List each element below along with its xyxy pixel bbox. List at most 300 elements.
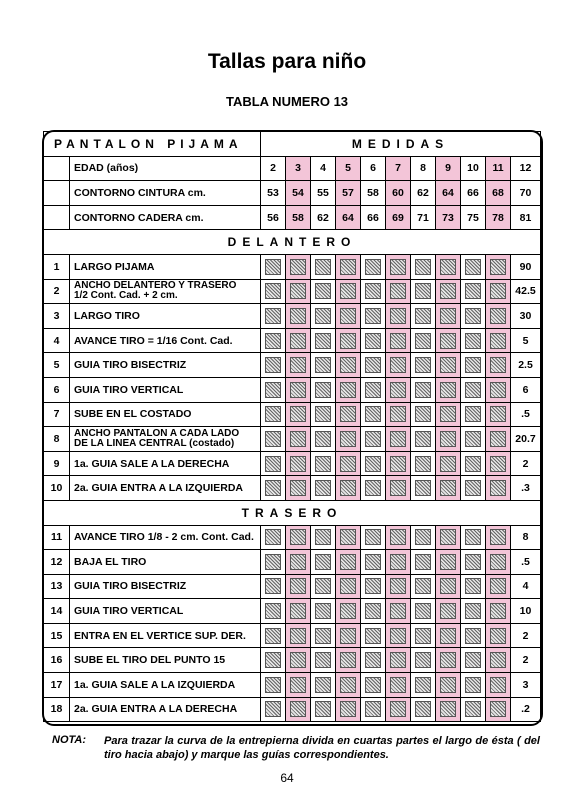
hatched-swatch [465,554,481,570]
row-number-empty [44,156,70,181]
row-label-line: ANCHO PANTALON A CADA LADO [74,427,240,439]
hatched-swatch [315,357,331,373]
obscured-value-cell [386,377,411,402]
hatched-swatch [415,357,431,373]
hatched-swatch [465,308,481,324]
hatched-swatch [340,701,356,717]
hatched-swatch [440,480,456,496]
obscured-value-cell [436,328,461,353]
table-row [44,279,541,304]
obscured-value-cell [311,673,336,698]
hatched-swatch [290,283,306,299]
obscured-value-cell [411,377,436,402]
row-number: 12 [44,550,70,575]
obscured-value-cell [361,476,386,501]
obscured-value-cell [486,476,511,501]
hatched-swatch [265,554,281,570]
obscured-value-cell [361,279,386,304]
obscured-value-cell [411,279,436,304]
hatched-swatch [365,578,381,594]
hatched-swatch [365,529,381,545]
obscured-value-cell [261,328,286,353]
row-number: 2 [44,279,70,304]
hatched-swatch [315,578,331,594]
value-cell: 69 [386,205,411,230]
obscured-value-cell [336,328,361,353]
obscured-value-cell [361,353,386,378]
obscured-value-cell [486,697,511,722]
obscured-value-cell [286,525,311,550]
obscured-value-cell [411,427,436,452]
obscured-value-cell [361,377,386,402]
value-cell: 4 [511,574,541,599]
obscured-value-cell [386,328,411,353]
value-cell: 5 [511,328,541,353]
value-cell: 8 [511,525,541,550]
hatched-swatch [415,308,431,324]
value-cell: 42.5 [511,279,541,304]
hatched-swatch [440,283,456,299]
hatched-swatch [490,283,506,299]
hatched-swatch [465,677,481,693]
value-cell: 3 [511,673,541,698]
table-header-row [44,132,541,157]
hatched-swatch [490,701,506,717]
row-label [70,697,261,722]
hatched-swatch [490,652,506,668]
hatched-swatch [265,578,281,594]
value-cell: .3 [511,476,541,501]
row-label-line: LARGO PIJAMA [74,260,155,273]
obscured-value-cell [311,476,336,501]
value-cell: 2 [261,156,286,181]
obscured-value-cell [411,574,436,599]
obscured-value-cell [361,697,386,722]
obscured-value-cell [411,353,436,378]
hatched-swatch [265,406,281,422]
hatched-swatch [390,554,406,570]
hatched-swatch [315,308,331,324]
obscured-value-cell [461,427,486,452]
hatched-swatch [290,308,306,324]
obscured-value-cell [386,353,411,378]
obscured-value-cell [261,304,286,329]
hatched-swatch [440,357,456,373]
obscured-value-cell [461,574,486,599]
row-label [70,427,261,452]
obscured-value-cell [386,697,411,722]
obscured-value-cell [436,673,461,698]
hatched-swatch [415,480,431,496]
header-pantalon-pijama: PANTALON PIJAMA [44,132,261,157]
obscured-value-cell [311,697,336,722]
hatched-swatch [315,628,331,644]
value-cell: 2 [511,648,541,673]
table-row [44,353,541,378]
obscured-value-cell [361,402,386,427]
obscured-value-cell [261,353,286,378]
obscured-value-cell [336,402,361,427]
hatched-swatch [265,603,281,619]
obscured-value-cell [386,279,411,304]
hatched-swatch [265,308,281,324]
obscured-value-cell [286,623,311,648]
hatched-swatch [390,259,406,275]
obscured-value-cell [461,451,486,476]
table-row [44,599,541,624]
obscured-value-cell [386,623,411,648]
obscured-value-cell [261,402,286,427]
row-label [70,673,261,698]
row-label [70,328,261,353]
hatched-swatch [390,456,406,472]
value-cell: .5 [511,402,541,427]
hatched-swatch [465,382,481,398]
hatched-swatch [390,603,406,619]
obscured-value-cell [486,328,511,353]
table-row [44,476,541,501]
hatched-swatch [340,456,356,472]
table-row [44,525,541,550]
row-label [70,574,261,599]
obscured-value-cell [461,402,486,427]
obscured-value-cell [486,525,511,550]
value-cell: 58 [286,205,311,230]
hatched-swatch [340,652,356,668]
hatched-swatch [390,382,406,398]
table-row [44,254,541,279]
hatched-swatch [440,677,456,693]
hatched-swatch [265,529,281,545]
obscured-value-cell [486,673,511,698]
hatched-swatch [440,554,456,570]
value-cell: 3 [286,156,311,181]
row-label-line: SUBE EL TIRO DEL PUNTO 15 [74,654,226,667]
value-cell: 11 [486,156,511,181]
hatched-swatch [340,333,356,349]
obscured-value-cell [286,328,311,353]
hatched-swatch [465,701,481,717]
obscured-value-cell [411,648,436,673]
section-trasero [44,500,541,525]
obscured-value-cell [261,623,286,648]
obscured-value-cell [411,328,436,353]
header-medidas: MEDIDAS [261,132,541,157]
obscured-value-cell [436,599,461,624]
hatched-swatch [465,431,481,447]
obscured-value-cell [386,451,411,476]
obscured-value-cell [261,451,286,476]
hatched-swatch [490,382,506,398]
hatched-swatch [315,677,331,693]
hatched-swatch [290,480,306,496]
obscured-value-cell [436,377,461,402]
obscured-value-cell [436,623,461,648]
row-number: 3 [44,304,70,329]
value-cell: 2 [511,451,541,476]
hatched-swatch [490,628,506,644]
obscured-value-cell [361,673,386,698]
hatched-swatch [490,333,506,349]
table-row [44,402,541,427]
table-row [44,623,541,648]
obscured-value-cell [286,254,311,279]
obscured-value-cell [361,254,386,279]
value-cell: 10 [511,599,541,624]
value-cell: 4 [311,156,336,181]
value-cell: 64 [336,205,361,230]
hatched-swatch [340,529,356,545]
row-number: 1 [44,254,70,279]
row-label [70,525,261,550]
row-label-line: AVANCE TIRO = 1/16 Cont. Cad. [74,334,233,347]
hatched-swatch [265,431,281,447]
obscured-value-cell [386,254,411,279]
hatched-swatch [465,480,481,496]
row-label: CONTORNO CADERA cm. [70,205,261,230]
obscured-value-cell [386,673,411,698]
hatched-swatch [415,382,431,398]
hatched-swatch [440,603,456,619]
row-cadera [44,205,541,230]
hatched-swatch [315,456,331,472]
obscured-value-cell [286,451,311,476]
obscured-value-cell [286,304,311,329]
table-row [44,648,541,673]
row-label: EDAD (años) [70,156,261,181]
hatched-swatch [265,677,281,693]
hatched-swatch [390,431,406,447]
hatched-swatch [465,357,481,373]
obscured-value-cell [261,599,286,624]
hatched-swatch [415,406,431,422]
hatched-swatch [315,652,331,668]
obscured-value-cell [436,550,461,575]
hatched-swatch [365,456,381,472]
obscured-value-cell [486,550,511,575]
hatched-swatch [265,333,281,349]
row-label-line: BAJA EL TIRO [74,555,147,568]
row-number: 7 [44,402,70,427]
obscured-value-cell [311,648,336,673]
value-cell: .5 [511,550,541,575]
obscured-value-cell [461,254,486,279]
obscured-value-cell [286,550,311,575]
hatched-swatch [290,259,306,275]
obscured-value-cell [486,254,511,279]
hatched-swatch [340,259,356,275]
obscured-value-cell [486,648,511,673]
obscured-value-cell [461,304,486,329]
hatched-swatch [415,333,431,349]
row-label [70,476,261,501]
hatched-swatch [340,554,356,570]
obscured-value-cell [286,353,311,378]
obscured-value-cell [386,525,411,550]
hatched-swatch [465,578,481,594]
section-delantero [44,230,541,255]
row-label-line: 1a. GUIA SALE A LA IZQUIERDA [74,678,236,691]
hatched-swatch [290,333,306,349]
value-cell: 75 [461,205,486,230]
obscured-value-cell [486,451,511,476]
row-number: 14 [44,599,70,624]
obscured-value-cell [336,451,361,476]
obscured-value-cell [261,673,286,698]
hatched-swatch [365,677,381,693]
obscured-value-cell [311,623,336,648]
hatched-swatch [290,431,306,447]
hatched-swatch [290,554,306,570]
table-row [44,328,541,353]
obscured-value-cell [311,574,336,599]
row-label [70,353,261,378]
hatched-swatch [440,259,456,275]
row-number: 18 [44,697,70,722]
obscured-value-cell [336,623,361,648]
hatched-swatch [365,333,381,349]
hatched-swatch [365,382,381,398]
hatched-swatch [340,308,356,324]
obscured-value-cell [261,279,286,304]
value-cell: .2 [511,697,541,722]
obscured-value-cell [436,697,461,722]
hatched-swatch [315,529,331,545]
hatched-swatch [440,333,456,349]
row-label-line: ANCHO DELANTERO Y TRASERO [74,280,237,292]
value-cell: 54 [286,181,311,206]
hatched-swatch [265,701,281,717]
section-delantero-title: DELANTERO [44,230,541,255]
row-number: 6 [44,377,70,402]
hatched-swatch [365,554,381,570]
hatched-swatch [365,701,381,717]
obscured-value-cell [311,254,336,279]
hatched-swatch [490,308,506,324]
obscured-value-cell [286,427,311,452]
obscured-value-cell [436,525,461,550]
row-label-line: SUBE EN EL COSTADO [74,408,192,421]
hatched-swatch [440,308,456,324]
hatched-swatch [490,406,506,422]
obscured-value-cell [486,353,511,378]
obscured-value-cell [436,279,461,304]
hatched-swatch [390,652,406,668]
hatched-swatch [340,382,356,398]
value-cell: 57 [336,181,361,206]
obscured-value-cell [461,476,486,501]
obscured-value-cell [411,304,436,329]
value-cell: 68 [486,181,511,206]
obscured-value-cell [461,550,486,575]
value-cell: 20.7 [511,427,541,452]
obscured-value-cell [461,377,486,402]
obscured-value-cell [461,648,486,673]
hatched-swatch [415,628,431,644]
hatched-swatch [290,652,306,668]
obscured-value-cell [411,697,436,722]
obscured-value-cell [261,697,286,722]
hatched-swatch [490,357,506,373]
obscured-value-cell [311,550,336,575]
table-row [44,574,541,599]
hatched-swatch [340,628,356,644]
obscured-value-cell [411,673,436,698]
table-row [44,697,541,722]
obscured-value-cell [261,574,286,599]
hatched-swatch [315,480,331,496]
obscured-value-cell [461,623,486,648]
obscured-value-cell [436,648,461,673]
obscured-value-cell [261,550,286,575]
value-cell: 73 [436,205,461,230]
hatched-swatch [290,382,306,398]
obscured-value-cell [386,304,411,329]
hatched-swatch [440,406,456,422]
row-label: CONTORNO CINTURA cm. [70,181,261,206]
obscured-value-cell [286,574,311,599]
obscured-value-cell [311,353,336,378]
row-label-line: DE LA LINEA CENTRAL (costado) [74,437,235,449]
hatched-swatch [465,283,481,299]
hatched-swatch [440,382,456,398]
hatched-swatch [440,529,456,545]
hatched-swatch [465,652,481,668]
obscured-value-cell [411,550,436,575]
hatched-swatch [465,406,481,422]
hatched-swatch [290,628,306,644]
hatched-swatch [265,357,281,373]
row-number: 4 [44,328,70,353]
hatched-swatch [365,259,381,275]
obscured-value-cell [286,673,311,698]
hatched-swatch [465,603,481,619]
obscured-value-cell [311,599,336,624]
page-number: 64 [280,771,294,785]
obscured-value-cell [261,427,286,452]
obscured-value-cell [461,279,486,304]
hatched-swatch [315,554,331,570]
row-edad [44,156,541,181]
obscured-value-cell [436,427,461,452]
value-cell: 6 [361,156,386,181]
hatched-swatch [290,456,306,472]
value-cell: 6 [511,377,541,402]
value-cell: 90 [511,254,541,279]
value-cell: 9 [436,156,461,181]
row-number: 15 [44,623,70,648]
obscured-value-cell [436,476,461,501]
table-row [44,427,541,452]
obscured-value-cell [386,648,411,673]
obscured-value-cell [411,623,436,648]
obscured-value-cell [336,304,361,329]
hatched-swatch [265,456,281,472]
obscured-value-cell [361,623,386,648]
value-cell: 55 [311,181,336,206]
hatched-swatch [340,603,356,619]
row-label-line: GUIA TIRO VERTICAL [74,383,184,396]
row-number-empty [44,181,70,206]
obscured-value-cell [361,550,386,575]
row-label-line: 1a. GUIA SALE A LA DERECHA [74,457,230,470]
obscured-value-cell [486,599,511,624]
hatched-swatch [490,603,506,619]
obscured-value-cell [286,648,311,673]
value-cell: 62 [411,181,436,206]
row-number: 11 [44,525,70,550]
note-label: NOTA: [52,734,87,746]
